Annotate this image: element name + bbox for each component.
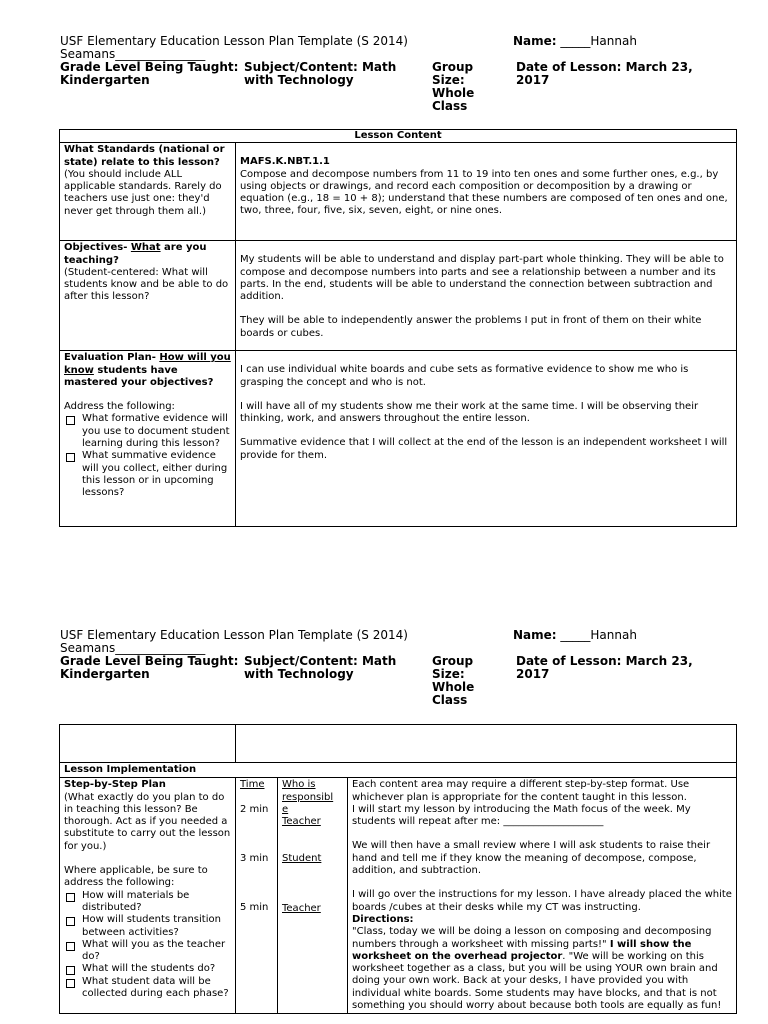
date-value: 2017 — [516, 667, 550, 681]
standards-code: MAFS.K.NBT.1.1 — [240, 156, 330, 168]
template-title: USF Elementary Education Lesson Plan Template (S 2014) — [60, 628, 408, 642]
standards-question-cell — [60, 143, 236, 241]
subject-value: with Technology — [244, 667, 354, 681]
plan-answer-cell — [236, 778, 737, 1014]
subject-label: Subject/Content: Math — [244, 60, 397, 74]
objectives-q-c: are you teaching? — [64, 242, 207, 266]
template-author: Seamans_______________ — [60, 47, 206, 61]
plan-check-item: What will you as the teacher do? — [64, 939, 231, 964]
evaluation-question — [64, 352, 231, 389]
objectives-question — [64, 242, 231, 267]
plan-step-3: I will go over the instructions for my lesson. I have already placed the white boards /cubes at their desks while my CT was instructing. — [352, 889, 732, 913]
time-column — [236, 778, 278, 1013]
standards-note: (You should include ALL applicable standards. Rarely do teachers use just one: they'd never get through them all.) — [64, 168, 222, 217]
group-value-2: Class — [432, 693, 468, 707]
evaluation-para-1: I can use individual white boards and cube sets as formative evidence to show me who is grasping the concept and who is not. — [240, 364, 689, 388]
plan-check-item: How will students transition between activities? — [64, 914, 231, 939]
group-size — [432, 655, 512, 707]
standards-answer-cell — [236, 143, 737, 241]
steps-column — [348, 778, 736, 1013]
evaluation-check-item: What formative evidence will you use to document student learning during this lesson? — [64, 413, 231, 450]
plan-step-2: We will then have a small review where I will ask students to raise their hand and tell me if they know the meaning of decompose, compose, addition, and subtraction. — [352, 840, 711, 877]
objectives-para-1: My students will be able to understand and display part-part whole thinking. They will be able to compose and decompose numbers into parts and see a relationship between a number and its parts. In the end, students will be able to understand the connection between subtraction and addition. — [240, 254, 724, 303]
group-value-1: Whole — [432, 86, 475, 100]
plan-checklist — [64, 890, 231, 1001]
grade-value: Kindergarten — [60, 667, 150, 681]
evaluation-answer-cell — [236, 351, 737, 527]
group-label-2: Size: — [432, 73, 465, 87]
subject-content — [244, 655, 424, 681]
objectives-answer-cell — [236, 241, 737, 351]
lesson-date — [516, 61, 726, 87]
grade-label: Grade Level Being Taught: — [60, 654, 239, 668]
plan-intro: Each content area may require a different step-by-step format. Use whichever plan is appropriate for the content taught in this lesson. — [352, 779, 690, 803]
grade-label: Grade Level Being Taught: — [60, 60, 239, 74]
grade-level — [60, 61, 240, 87]
objectives-note: (Student-centered: What will students know and be able to do after this lesson? — [64, 266, 229, 303]
group-size — [432, 61, 512, 113]
directions-label: Directions: — [352, 913, 414, 925]
objectives-q-a: Objectives- — [64, 242, 131, 254]
evaluation-address: Address the following: — [64, 401, 175, 413]
evaluation-checklist — [64, 413, 231, 499]
plan-question-cell — [60, 778, 236, 1014]
objectives-q-b: What — [130, 242, 161, 254]
evaluation-check-item: What summative evidence will you collect, either during this lesson or in upcoming lessons? — [64, 450, 231, 499]
plan-check-item: What student data will be collected during each phase? — [64, 976, 231, 1001]
who-column — [278, 778, 348, 1013]
time-heading: Time — [240, 779, 265, 791]
evaluation-para-3: Summative evidence that I will collect at the end of the lesson is an independent worksheet I will provide for them. — [240, 437, 728, 461]
page1-header — [60, 35, 720, 117]
lesson-meta-row — [60, 61, 720, 117]
page2-header — [60, 629, 720, 711]
blank-cell-left — [60, 725, 236, 763]
name-value: _____Hannah — [556, 628, 637, 642]
grade-value: Kindergarten — [60, 73, 150, 87]
subject-label: Subject/Content: Math — [244, 654, 397, 668]
plan-step-1: I will start my lesson by introducing the Math focus of the week. My students will repeat after me: ____________________ — [352, 803, 691, 828]
who-heading-2: responsibl — [282, 791, 334, 803]
name-value: _____Hannah — [556, 34, 637, 48]
implementation-heading: Lesson Implementation — [60, 763, 737, 778]
name-label: Name: — [513, 628, 557, 642]
directions-bold: I will show the worksheet on the overhead projector — [352, 938, 692, 962]
date-label: Date of Lesson: March 23, — [516, 654, 693, 668]
grade-level — [60, 655, 240, 681]
lesson-implementation-table — [59, 724, 737, 1014]
template-author: Seamans_______________ — [60, 641, 206, 655]
directions-text — [352, 926, 732, 1012]
plan-note: (What exactly do you plan to do in teaching this lesson? Be thorough. Act as if you needed a substitute to carry out the lesson for you.) — [64, 791, 231, 852]
name-label: Name: — [513, 34, 557, 48]
directions-text-b: . "We will be working on this worksheet together as a class, but you will be using YOUR own brain and doing your own work. Back at your desks, I have provided you with individual white boards. Some students may have blocks, and that is not something you should worry about because both tools are equally as fun! — [352, 950, 722, 1012]
group-value-2: Class — [432, 99, 468, 113]
evaluation-q-b: How will you know — [64, 352, 231, 376]
standards-text: Compose and decompose numbers from 11 to 19 into ten ones and some further ones, e.g., by using objects or drawings, and record each composition or decomposition by a drawing or equation (e.g., 18 = 10 + 8); understand that these numbers are composed of ten ones and one, two, three, four, five, six, seven, eight, or nine ones. — [240, 168, 728, 217]
standards-question: What Standards (national or state) relate to this lesson? — [64, 144, 225, 168]
who-value: Teacher — [282, 816, 321, 828]
who-heading-3: e — [282, 803, 289, 815]
objectives-para-2: They will be able to independently answer the problems I put in front of them on their white boards or cubes. — [240, 315, 702, 339]
date-label: Date of Lesson: March 23, — [516, 60, 693, 74]
who-value: Student — [282, 853, 322, 865]
who-heading-1: Who is — [282, 779, 316, 791]
subject-value: with Technology — [244, 73, 354, 87]
plan-title: Step-by-Step Plan — [64, 779, 166, 791]
where-applicable: Where applicable, be sure to address the following: — [64, 865, 208, 889]
group-label-1: Group — [432, 654, 474, 668]
name-field — [513, 629, 637, 642]
evaluation-para-2: I will have all of my students show me their work at the same time. I will be observing their thinking, work, and answers throughout the entire lesson. — [240, 400, 699, 425]
who-value: Teacher — [282, 902, 321, 914]
plan-check-item: What will the students do? — [64, 963, 231, 975]
evaluation-question-cell — [60, 351, 236, 527]
lesson-date — [516, 655, 726, 681]
group-label-1: Group — [432, 60, 474, 74]
name-field — [513, 35, 637, 48]
subject-content — [244, 61, 424, 87]
group-label-2: Size: — [432, 667, 465, 681]
objectives-question-cell — [60, 241, 236, 351]
date-value: 2017 — [516, 73, 550, 87]
evaluation-q-a: Evaluation Plan- — [64, 352, 160, 364]
lesson-content-table — [59, 129, 737, 527]
time-value: 5 min — [240, 902, 269, 914]
time-value: 3 min — [240, 852, 269, 864]
blank-cell-right — [236, 725, 737, 763]
plan-check-item: How will materials be distributed? — [64, 890, 231, 915]
directions-text-a: "Class, today we will be doing a lesson on composing and decomposing numbers through a worksheet with missing parts!" — [352, 926, 712, 950]
evaluation-q-c: students have mastered your objectives? — [64, 364, 214, 388]
lesson-meta-row — [60, 655, 720, 711]
time-value: 2 min — [240, 803, 269, 815]
plan-sub-grid — [236, 778, 736, 1013]
directions-label-text: Directions — [352, 913, 410, 925]
group-value-1: Whole — [432, 680, 475, 694]
lesson-content-heading: Lesson Content — [60, 130, 737, 143]
template-title: USF Elementary Education Lesson Plan Template (S 2014) — [60, 34, 408, 48]
